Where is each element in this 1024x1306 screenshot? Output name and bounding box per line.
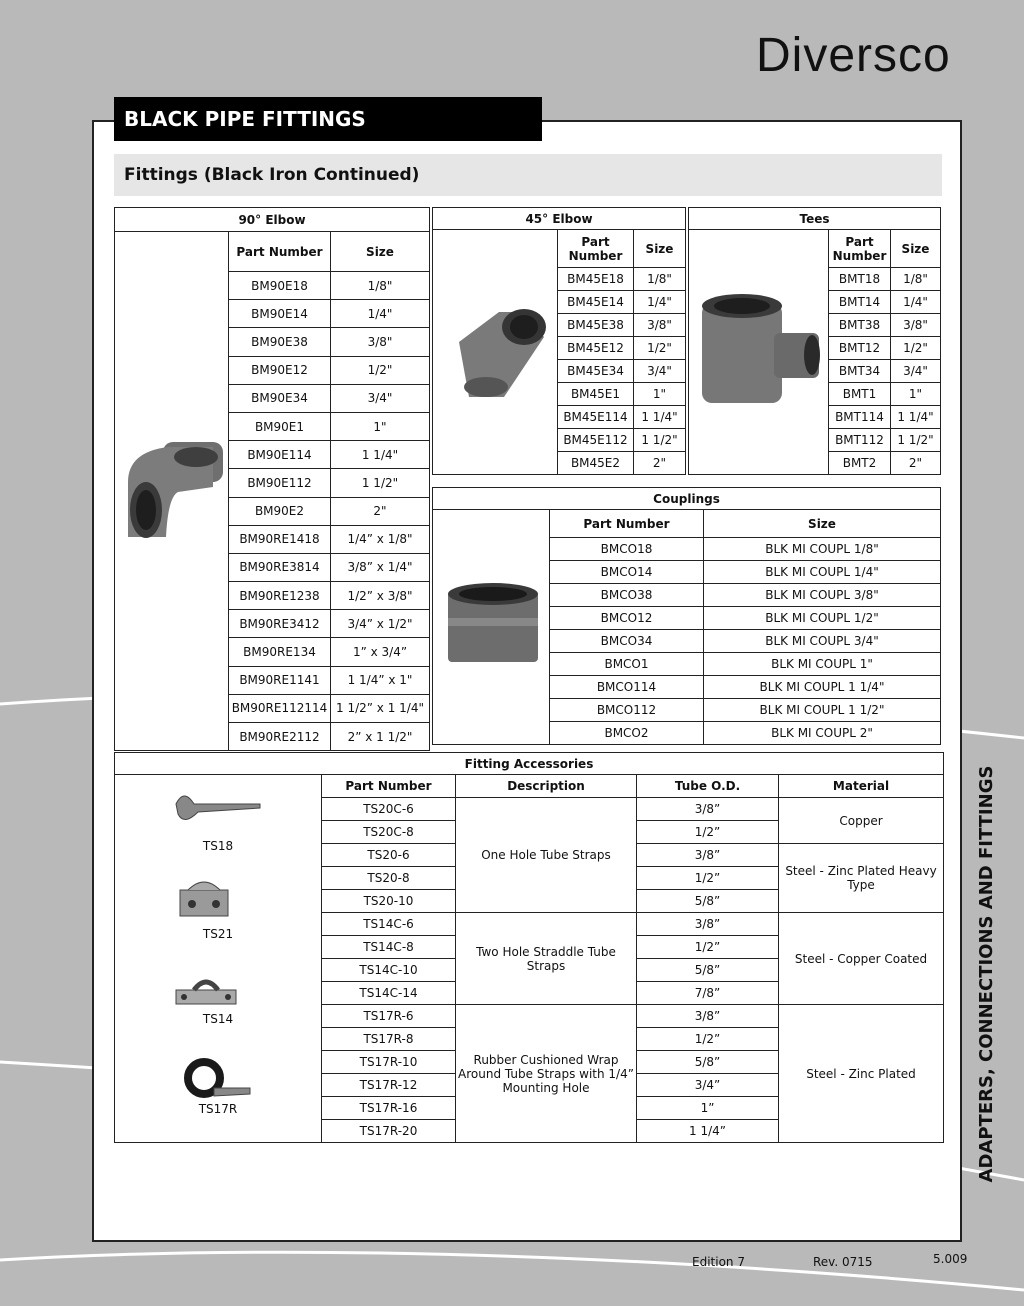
table-cell: 1/4" xyxy=(634,291,686,314)
table-cell: BLK MI COUPL 2" xyxy=(704,722,941,745)
couplings-title: Couplings xyxy=(433,488,941,510)
table-cell: BM90E38 xyxy=(229,328,331,356)
table-cell: BM90RE1238 xyxy=(229,582,331,610)
table-cell: 2" xyxy=(331,497,430,525)
table-cell: 3/8” xyxy=(637,1005,779,1028)
table-cell: BM90E18 xyxy=(229,272,331,300)
table-cell: BMT112 xyxy=(829,429,891,452)
table-cell: TS14C-10 xyxy=(322,959,456,982)
table-cell: 3/4” xyxy=(637,1074,779,1097)
table-cell: 1 1/4" xyxy=(634,406,686,429)
ts17r-label: TS17R xyxy=(198,1102,238,1116)
table-cell: 1" xyxy=(634,383,686,406)
table-cell: BM45E18 xyxy=(558,268,634,291)
table-cell: BMT18 xyxy=(829,268,891,291)
accessories-title: Fitting Accessories xyxy=(115,753,944,775)
column-header: Description xyxy=(456,775,637,798)
table-cell: BLK MI COUPL 1" xyxy=(704,653,941,676)
table-cell: 1/4" xyxy=(891,291,941,314)
table-cell: BMCO12 xyxy=(550,607,704,630)
table-cell: 1/2” xyxy=(637,867,779,890)
tees-title: Tees xyxy=(689,208,941,230)
ts18-label: TS18 xyxy=(202,839,234,853)
table-cell: BLK MI COUPL 1/8" xyxy=(704,538,941,561)
table-cell: 1 1/4” xyxy=(637,1120,779,1143)
description-cell: Two Hole Straddle Tube Straps xyxy=(456,913,637,1005)
column-header: Size xyxy=(634,230,686,268)
table-cell: 5/8” xyxy=(637,959,779,982)
table-cell: 1 1/2" xyxy=(331,469,430,497)
coupling-image xyxy=(444,578,544,673)
table-cell: TS20-8 xyxy=(322,867,456,890)
table-cell: 2" xyxy=(891,452,941,475)
table-cell: BLK MI COUPL 3/8" xyxy=(704,584,941,607)
table-cell: 1/8" xyxy=(891,268,941,291)
table-cell: 3/4" xyxy=(331,384,430,412)
table-cell: BM90E1 xyxy=(229,412,331,440)
table-cell: BM45E14 xyxy=(558,291,634,314)
table-cell: BM90E114 xyxy=(229,441,331,469)
table-cell: 3/4" xyxy=(891,360,941,383)
table-cell: BLK MI COUPL 1 1/4" xyxy=(704,676,941,699)
column-header: Part Number xyxy=(550,510,704,538)
table-cell: 1/2” x 3/8" xyxy=(331,582,430,610)
table-cell: 3/8” xyxy=(637,844,779,867)
table-cell: BLK MI COUPL 1/4" xyxy=(704,561,941,584)
table-cell: 1 1/2" xyxy=(634,429,686,452)
table-cell: BM90E14 xyxy=(229,300,331,328)
table-cell: 3/8" xyxy=(634,314,686,337)
table-cell: BM90RE2112 xyxy=(229,723,331,751)
table-cell: 1” xyxy=(637,1097,779,1120)
table-cell: 1 1/4" xyxy=(331,441,430,469)
table-cell: BMCO1 xyxy=(550,653,704,676)
table-cell: 1/2” xyxy=(637,821,779,844)
table-cell: BM90RE134 xyxy=(229,638,331,666)
material-cell: Steel - Zinc Plated xyxy=(779,1005,944,1143)
table-cell: 3/8” xyxy=(637,913,779,936)
table-cell: BM45E38 xyxy=(558,314,634,337)
table-cell: 1 1/2" xyxy=(891,429,941,452)
table-cell: BM45E1 xyxy=(558,383,634,406)
ts14-strap-icon xyxy=(174,976,238,1008)
footer-revision: Rev. 0715 xyxy=(813,1255,873,1269)
footer-edition: Edition 7 xyxy=(692,1255,745,1269)
ts21-strap-icon xyxy=(176,878,232,920)
table-cell: BM90RE1141 xyxy=(229,666,331,694)
table-cell: BMT12 xyxy=(829,337,891,360)
table-cell: BMCO38 xyxy=(550,584,704,607)
table-cell: 3/4" xyxy=(634,360,686,383)
ts18-strap-icon xyxy=(172,786,264,828)
table-cell: BM90E112 xyxy=(229,469,331,497)
table-cell: 1" xyxy=(891,383,941,406)
table-cell: TS17R-10 xyxy=(322,1051,456,1074)
table-cell: TS20-6 xyxy=(322,844,456,867)
table-cell: BMT14 xyxy=(829,291,891,314)
table-cell: 2” x 1 1/2" xyxy=(331,723,430,751)
table-cell: BLK MI COUPL 1 1/2" xyxy=(704,699,941,722)
tee-image xyxy=(694,288,824,408)
material-cell: Steel - Zinc Plated Heavy Type xyxy=(779,844,944,913)
table-cell: BMT114 xyxy=(829,406,891,429)
table-cell: TS14C-8 xyxy=(322,936,456,959)
column-header: Part Number xyxy=(229,232,331,272)
table-cell: TS14C-6 xyxy=(322,913,456,936)
column-header: Material xyxy=(779,775,944,798)
table-cell: 1/2" xyxy=(634,337,686,360)
table-cell: BM90RE3814 xyxy=(229,553,331,581)
brand-logo: Diversco xyxy=(756,29,951,82)
table-cell: BM90RE1418 xyxy=(229,525,331,553)
table-cell: 1/4” x 1/8" xyxy=(331,525,430,553)
table-cell: 1/8" xyxy=(634,268,686,291)
description-cell: Rubber Cushioned Wrap Around Tube Straps with 1/4” Mounting Hole xyxy=(456,1005,637,1143)
description-cell: One Hole Tube Straps xyxy=(456,798,637,913)
table-cell: 1/2" xyxy=(331,356,430,384)
table-cell: BMT1 xyxy=(829,383,891,406)
table-cell: TS20-10 xyxy=(322,890,456,913)
table-cell: BM90RE3412 xyxy=(229,610,331,638)
table-cell: BMT34 xyxy=(829,360,891,383)
table-cell: BMCO18 xyxy=(550,538,704,561)
table-cell: 3/4” x 1/2" xyxy=(331,610,430,638)
elbow90-title: 90° Elbow xyxy=(115,208,430,232)
table-cell: 3/8" xyxy=(891,314,941,337)
table-cell: BMCO114 xyxy=(550,676,704,699)
table-cell: 1/2” xyxy=(637,936,779,959)
column-header: Size xyxy=(891,230,941,268)
table-cell: TS17R-20 xyxy=(322,1120,456,1143)
table-cell: BM90E34 xyxy=(229,384,331,412)
elbow45-title: 45° Elbow xyxy=(433,208,686,230)
material-cell: Steel - Copper Coated xyxy=(779,913,944,1005)
table-cell: 3/8” xyxy=(637,798,779,821)
table-cell: 1/8" xyxy=(331,272,430,300)
ts21-label: TS21 xyxy=(202,927,234,941)
table-cell: 1" xyxy=(331,412,430,440)
table-cell: 1 1/4” x 1" xyxy=(331,666,430,694)
table-cell: 3/8” x 1/4" xyxy=(331,553,430,581)
table-cell: 3/8" xyxy=(331,328,430,356)
table-cell: BM45E112 xyxy=(558,429,634,452)
table-cell: BLK MI COUPL 3/4" xyxy=(704,630,941,653)
table-cell: BMCO34 xyxy=(550,630,704,653)
elbow90-image xyxy=(118,432,228,547)
table-cell: BM90E12 xyxy=(229,356,331,384)
table-cell: TS17R-16 xyxy=(322,1097,456,1120)
table-cell: TS14C-14 xyxy=(322,982,456,1005)
column-header: Part Number xyxy=(558,230,634,268)
footer-page-number: 5.009 xyxy=(933,1252,968,1266)
table-cell: BLK MI COUPL 1/2" xyxy=(704,607,941,630)
table-cell: 7/8” xyxy=(637,982,779,1005)
table-cell: TS20C-8 xyxy=(322,821,456,844)
page-title: BLACK PIPE FITTINGS xyxy=(114,97,542,141)
table-cell: 5/8” xyxy=(637,890,779,913)
table-cell: 1/2” xyxy=(637,1028,779,1051)
table-cell: 2" xyxy=(634,452,686,475)
table-cell: 1/2" xyxy=(891,337,941,360)
column-header: Tube O.D. xyxy=(637,775,779,798)
table-cell: BM90RE112114 xyxy=(229,694,331,722)
table-cell: 1/4" xyxy=(331,300,430,328)
table-cell: 1 1/4" xyxy=(891,406,941,429)
column-header: Size xyxy=(331,232,430,272)
ts17r-strap-icon xyxy=(184,1058,252,1100)
table-cell: BMCO14 xyxy=(550,561,704,584)
table-cell: TS17R-12 xyxy=(322,1074,456,1097)
table-cell: BM45E12 xyxy=(558,337,634,360)
table-cell: BMT2 xyxy=(829,452,891,475)
side-section-label: ADAPTERS, CONNECTIONS AND FITTINGS xyxy=(976,765,997,1183)
table-cell: BM45E114 xyxy=(558,406,634,429)
table-cell: 5/8” xyxy=(637,1051,779,1074)
table-cell: BM45E34 xyxy=(558,360,634,383)
elbow45-image xyxy=(444,292,554,404)
table-cell: TS17R-8 xyxy=(322,1028,456,1051)
table-cell: BMCO2 xyxy=(550,722,704,745)
ts14-label: TS14 xyxy=(202,1012,234,1026)
table-cell: TS17R-6 xyxy=(322,1005,456,1028)
table-cell: BMT38 xyxy=(829,314,891,337)
material-cell: Copper xyxy=(779,798,944,844)
table-cell: BM90E2 xyxy=(229,497,331,525)
column-header: Part Number xyxy=(829,230,891,268)
column-header: Size xyxy=(704,510,941,538)
table-cell: BM45E2 xyxy=(558,452,634,475)
table-cell: BMCO112 xyxy=(550,699,704,722)
table-cell: 1 1/2” x 1 1/4" xyxy=(331,694,430,722)
column-header: Part Number xyxy=(322,775,456,798)
table-cell: TS20C-6 xyxy=(322,798,456,821)
table-cell: 1” x 3/4” xyxy=(331,638,430,666)
section-title: Fittings (Black Iron Continued) xyxy=(114,154,942,196)
